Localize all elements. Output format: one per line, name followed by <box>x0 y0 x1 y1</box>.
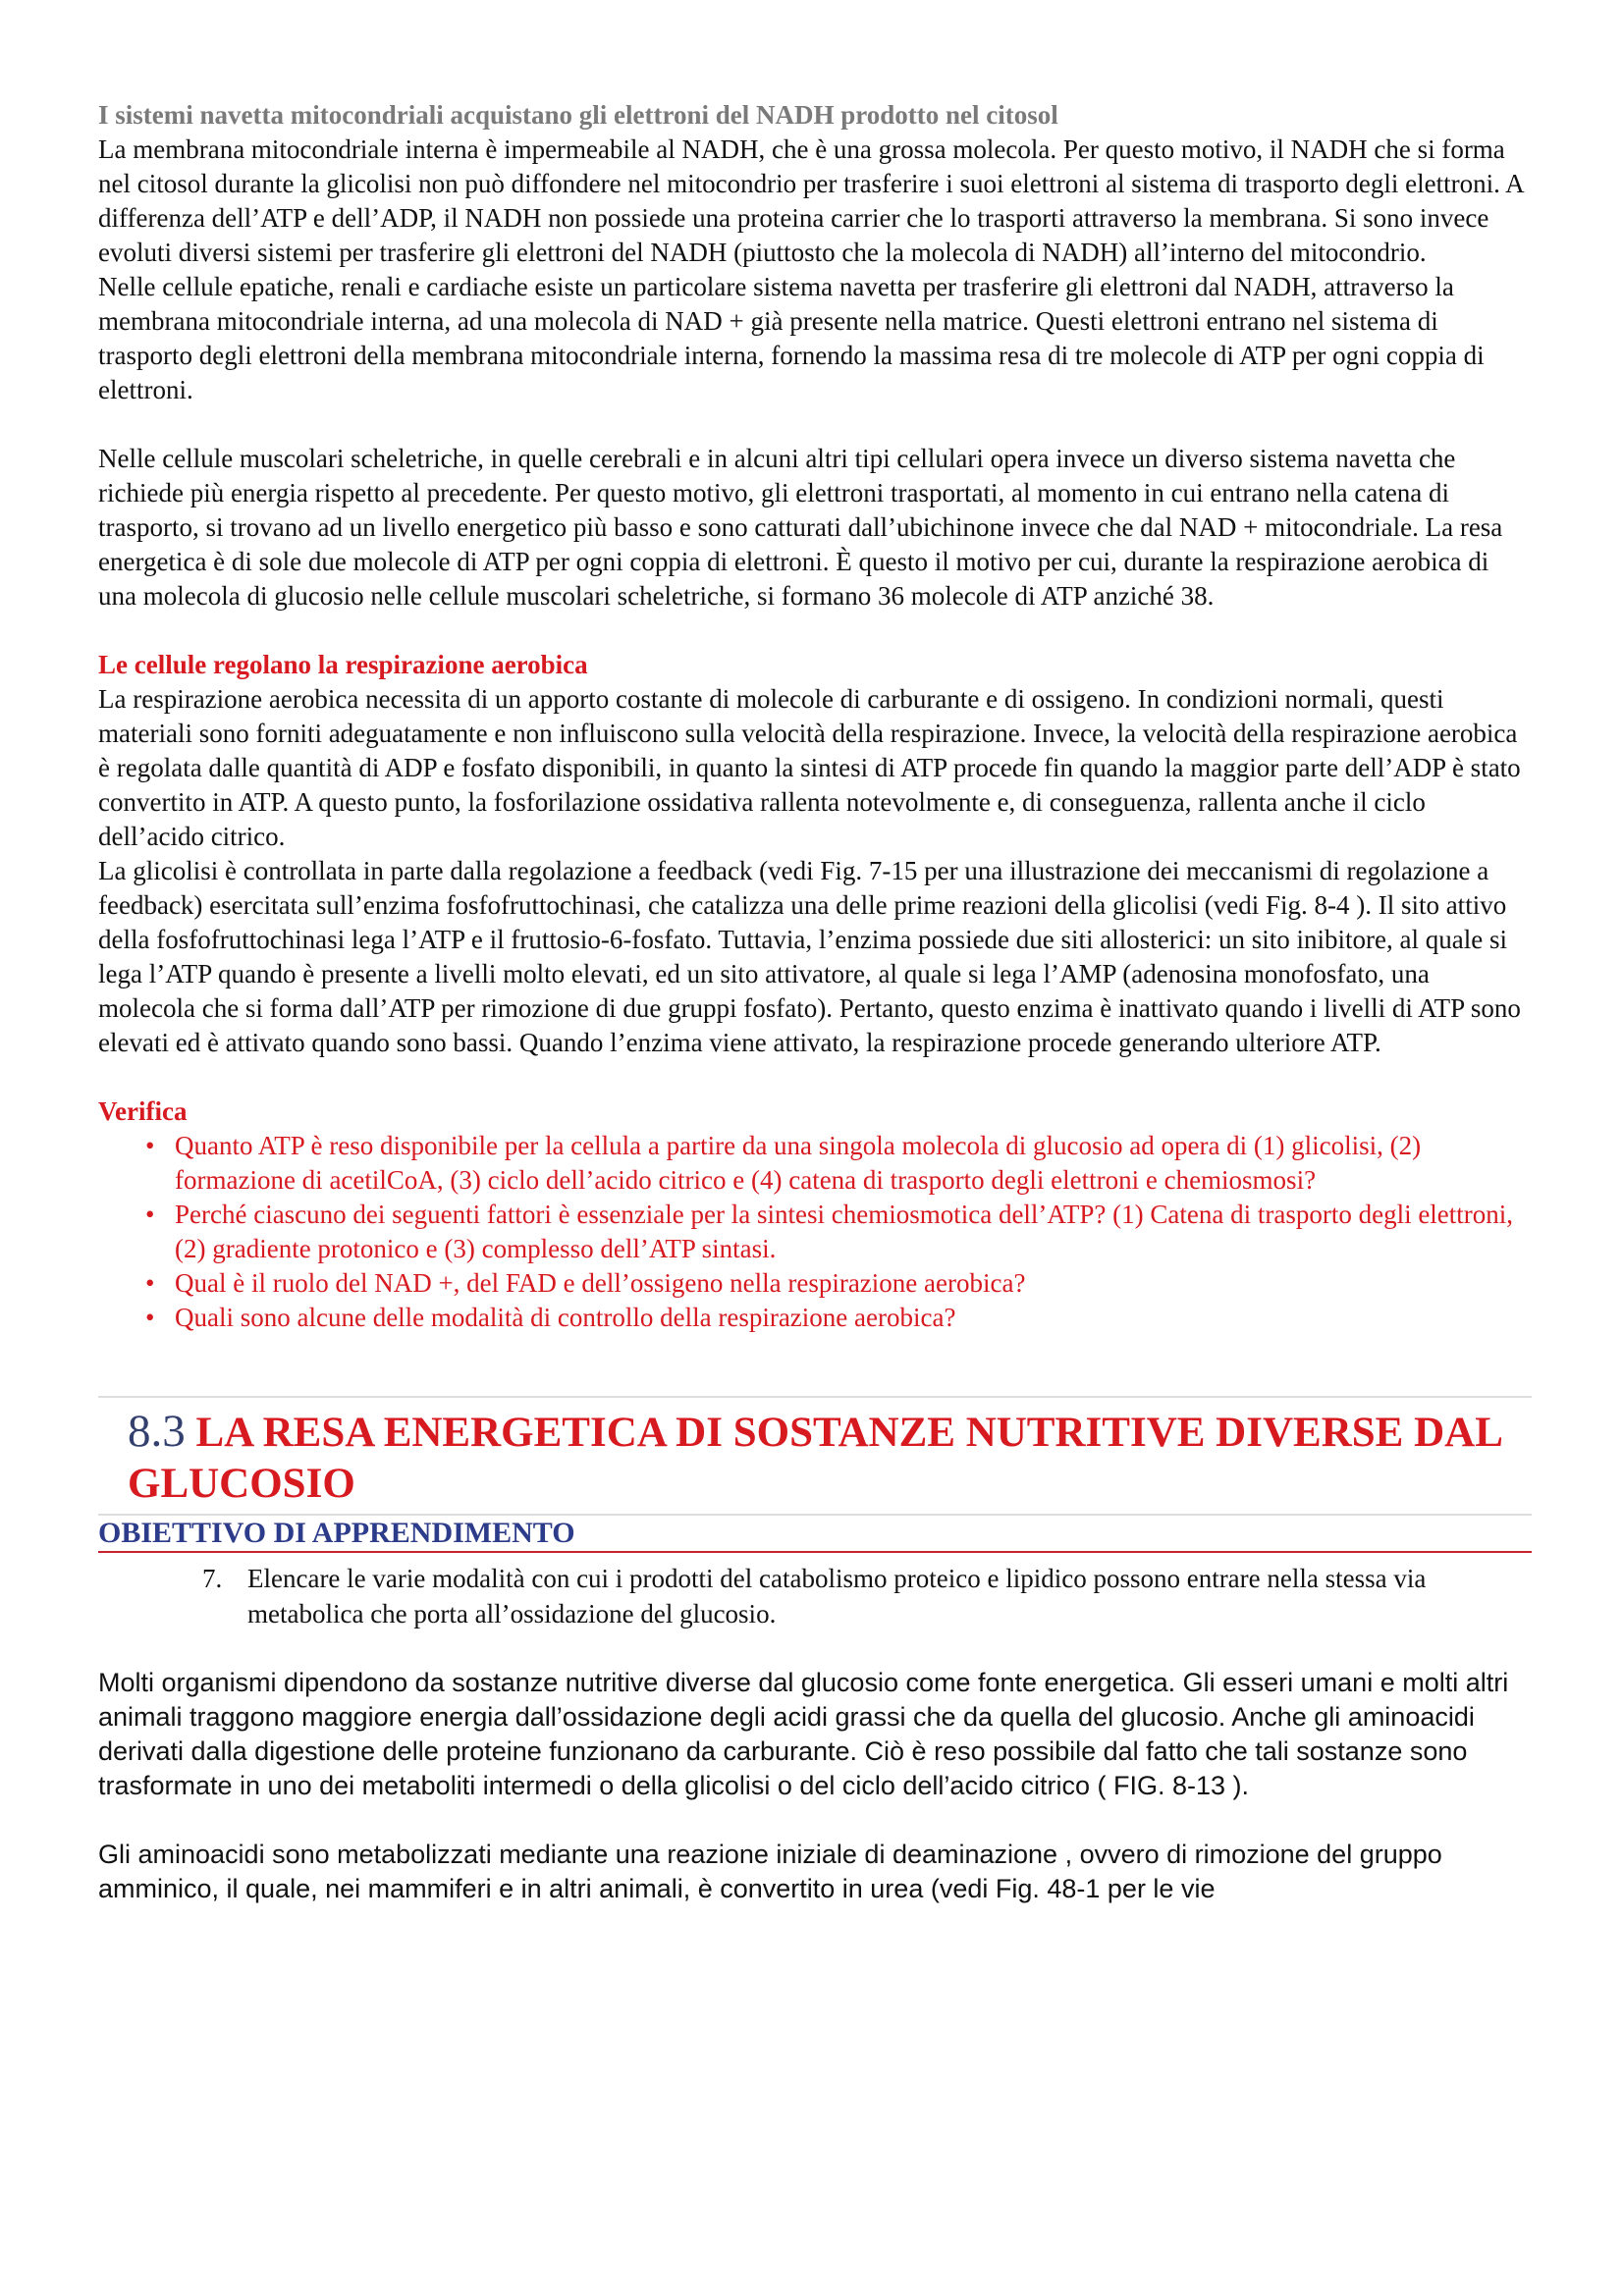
page <box>98 98 1532 1906</box>
objective-list <box>98 1561 1532 1631</box>
section-title-text: LA RESA ENERGETICA DI SOSTANZE NUTRITIVE DIVERSE DAL GLUCOSIO <box>128 1410 1501 1507</box>
check-item: • Perché ciascuno dei seguenti fattori è essenziale per la sintesi chemiosmotica dell’ATP? (1) Catena di trasporto degli elettroni, (2) gradiente protonico e (3) complesso dell’ATP sintasi. <box>145 1200 1514 1263</box>
check-list <box>98 1129 1532 1335</box>
shuttle-paragraph-1: La membrana mitocondriale interna è impermeabile al NADH, che è una grossa molecola. Per questo motivo, il NADH che si forma nel citosol durante la glicolisi non può diffondere nel mitocondrio per trasferire i suoi elettroni al sistema di trasporto degli elettroni. A differenza dell’ATP e dell’ADP, il NADH non possiede una proteina carrier che lo trasporti attraverso la membrana. Si sono invece evoluti diversi sistemi per trasferire gli elettroni del NADH (piuttosto che la molecola di NADH) all’interno del mitocondrio. <box>98 134 1524 267</box>
objective-block <box>98 1514 1532 1631</box>
section-title <box>128 1406 1532 1510</box>
section-header <box>98 1396 1532 1510</box>
check-heading: Verifica <box>98 1096 188 1126</box>
shuttle-paragraph-2: Nelle cellule epatiche, renali e cardiache esiste un particolare sistema navetta per trasferire gli elettroni dal NADH, attraverso la membrana mitocondriale interna, ad una molecola di NAD + già presente nella matrice. Questi elettroni entrano nel sistema di trasporto degli elettroni della membrana mitocondriale interna, fornendo la massima resa di tre molecole di ATP per ogni coppia di elettroni. <box>98 272 1485 404</box>
objective-heading: OBIETTIVO DI APPRENDIMENTO <box>98 1517 575 1549</box>
check-item: • Quanto ATP è reso disponibile per la cellula a partire da una singola molecola di glucosio ad opera di (1) glicolisi, (2) formazione di acetilCoA, (3) ciclo dell’acido citrico e (4) catena di trasporto degli elettroni e chemiosmosi? <box>145 1131 1422 1195</box>
bullet-icon: • <box>145 1131 155 1160</box>
bullet-icon: • <box>145 1303 155 1332</box>
bullet-icon: • <box>145 1200 155 1229</box>
regulation-heading: Le cellule regolano la respirazione aerobica <box>98 650 588 679</box>
check-item: • Quali sono alcune delle modalità di controllo della respirazione aerobica? <box>145 1301 1532 1335</box>
section-paragraph-1: Molti organismi dipendono da sostanze nutritive diverse dal glucosio come fonte energetica. Gli esseri umani e molti altri animali traggono maggiore energia dall’ossidazione degli acidi grassi che da quella del glucosio. Anche gli aminoacidi derivati dalla digestione delle proteine funzionano da carburante. Ciò è reso possibile dal fatto che tali sostanze sono trasformate in uno dei metaboliti intermedi o della glicolisi o del ciclo dell’acido citrico ( FIG. 8-13 ). <box>98 1668 1509 1800</box>
divider <box>98 1551 1532 1553</box>
bullet-icon: • <box>145 1268 155 1298</box>
shuttle-heading: I sistemi navetta mitocondriali acquistano gli elettroni del NADH prodotto nel citosol <box>98 100 1058 130</box>
regulation-paragraph-1: La respirazione aerobica necessita di un apporto costante di molecole di carburante e di ossigeno. In condizioni normali, questi materiali sono forniti adeguatamente e non influiscono sulla velocità della respirazione. Invece, la velocità della respirazione aerobica è regolata dalle quantità di ADP e fosfato disponibili, in quanto la sintesi di ATP procede fin quando la maggior parte dell’ADP è stato convertito in ATP. A questo punto, la fosforilazione ossidativa rallenta notevolmente e, di conseguenza, rallenta anche il ciclo dell’acido citrico. <box>98 684 1521 851</box>
regulation-paragraph-2: La glicolisi è controllata in parte dalla regolazione a feedback (vedi Fig. 7-15 per una illustrazione dei meccanismi di regolazione a feedback) esercitata sull’enzima fosfofruttochinasi, che catalizza una delle prime reazioni della glicolisi (vedi Fig. 8-4 ). Il sito attivo della fosfofruttochinasi lega l’ATP e il fruttosio-6-fosfato. Tuttavia, l’enzima possiede due siti allosterici: un sito inibitore, al quale si lega l’ATP quando è presente a livelli molto elevati, ed un sito attivatore, al quale si lega l’AMP (adenosina monofosfato, una molecola che si forma dall’ATP per rimozione di due gruppi fosfato). Pertanto, questo enzima è inattivato quando i livelli di ATP sono elevati ed è attivato quando sono bassi. Quando l’enzima viene attivato, la respirazione procede generando ulteriore ATP. <box>98 856 1521 1057</box>
shuttle-paragraph-3: Nelle cellule muscolari scheletriche, in quelle cerebrali e in alcuni altri tipi cellulari opera invece un diverso sistema navetta che richiede più energia rispetto al precedente. Per questo motivo, gli elettroni trasportati, al momento in cui entrano nella catena di trasporto, si trovano ad un livello energetico più basso e sono catturati dall’ubichinone invece che dal NAD + mitocondriale. La resa energetica è di sole due molecole di ATP per ogni coppia di elettroni. È questo il motivo per cui, durante la respirazione aerobica di una molecola di glucosio nelle cellule muscolari scheletriche, si formano 36 molecole di ATP anziché 38. <box>98 444 1503 611</box>
section-paragraph-2: Gli aminoacidi sono metabolizzati mediante una reazione iniziale di deaminazione , ovvero di rimozione del gruppo amminico, il quale, nei mammiferi e in altri animali, è convertito in urea (vedi Fig. 48-1 per le vie <box>98 1840 1442 1903</box>
section-number: 8.3 <box>128 1406 186 1457</box>
objective-item: 7. Elencare le varie modalità con cui i prodotti del catabolismo proteico e lipidico possono entrare nella stessa via metabolica che porta all’ossidazione del glucosio. <box>202 1564 1427 1629</box>
check-item: • Qual è il ruolo del NAD +, del FAD e dell’ossigeno nella respirazione aerobica? <box>145 1266 1532 1301</box>
